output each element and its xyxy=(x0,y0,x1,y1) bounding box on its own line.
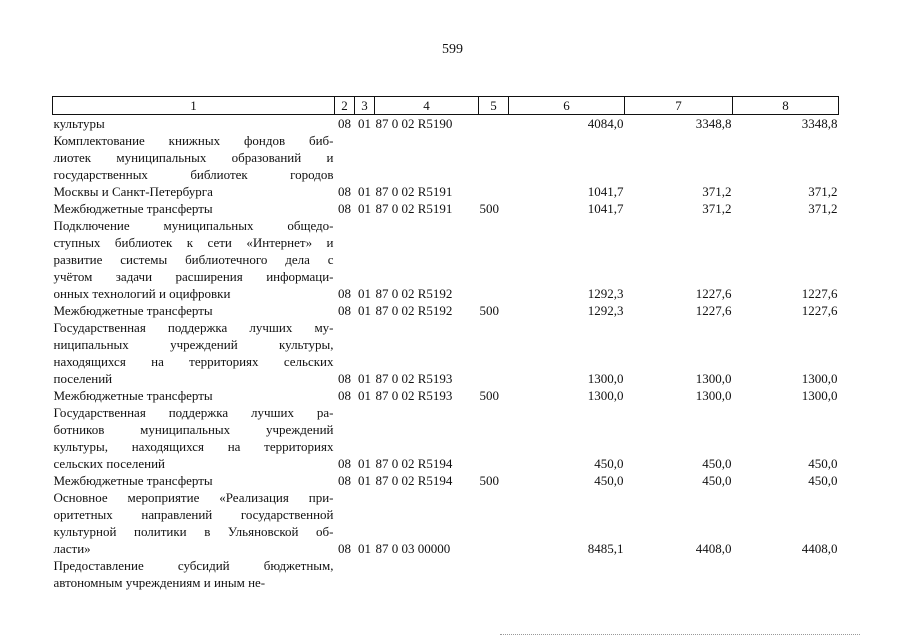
description-line: Межбюджетные трансферты xyxy=(53,303,213,318)
expense-type-code: 500 xyxy=(479,303,499,318)
row-description xyxy=(53,217,335,302)
table-row xyxy=(53,404,839,472)
description-line: ниципальных учреждений культуры, xyxy=(53,337,334,352)
description-line: ступных библиотек к сети «Интернет» и xyxy=(53,235,334,250)
amount-col-8: 1227,6 xyxy=(801,286,838,301)
amount-col-7: 1300,0 xyxy=(695,388,732,403)
amount-col-6: 450,0 xyxy=(594,456,624,471)
amount-col-6: 1292,3 xyxy=(587,286,624,301)
expense-type-code: 500 xyxy=(479,201,499,216)
header-col-2: 2 xyxy=(335,97,355,115)
amount-col-6: 1041,7 xyxy=(587,201,624,216)
header-col-3: 3 xyxy=(355,97,375,115)
amount-col-8: 4408,0 xyxy=(801,541,838,556)
section-code xyxy=(335,557,355,591)
amount-col-8: 371,2 xyxy=(808,184,838,199)
description-line: Межбюджетные трансферты xyxy=(53,388,213,403)
expense-type-code xyxy=(479,404,509,472)
description-line: Государственная поддержка лучших му- xyxy=(53,320,334,335)
target-article-code: 87 0 02 R5191 xyxy=(375,201,453,216)
table-row xyxy=(53,319,839,387)
expense-type-code xyxy=(479,132,509,200)
amount-col-7: 4408,0 xyxy=(695,541,732,556)
section-code: 08 xyxy=(338,201,351,216)
expense-type-code xyxy=(479,319,509,387)
scan-edge-dots xyxy=(500,634,860,636)
expense-type-code xyxy=(479,217,509,302)
page-number: 599 xyxy=(442,42,463,57)
description-line: оритетных направлений государственной xyxy=(53,507,334,522)
description-line: культуры, находящихся на территориях xyxy=(53,439,334,454)
expense-type-code xyxy=(479,557,509,591)
subsection-code: 01 xyxy=(358,371,371,386)
header-col-5: 5 xyxy=(479,97,509,115)
expense-type-code: 500 xyxy=(479,473,499,488)
amount-col-7: 450,0 xyxy=(702,456,732,471)
amount-col-7 xyxy=(625,557,733,591)
row-description xyxy=(53,319,335,387)
table-row xyxy=(53,387,839,404)
description-line: Москвы и Санкт-Петербурга xyxy=(53,184,213,199)
description-line: Межбюджетные трансферты xyxy=(53,201,213,216)
expense-type-code xyxy=(479,489,509,557)
row-description xyxy=(53,200,335,217)
subsection-code: 01 xyxy=(358,473,371,488)
amount-col-6: 1041,7 xyxy=(587,184,624,199)
header-col-8: 8 xyxy=(733,97,839,115)
amount-col-6: 450,0 xyxy=(594,473,624,488)
amount-col-7: 450,0 xyxy=(702,473,732,488)
subsection-code xyxy=(355,557,375,591)
amount-col-8: 1300,0 xyxy=(801,371,838,386)
section-code: 08 xyxy=(338,473,351,488)
target-article-code: 87 0 02 R5194 xyxy=(375,456,453,471)
table-row xyxy=(53,489,839,557)
amount-col-7: 371,2 xyxy=(702,184,732,199)
row-description xyxy=(53,472,335,489)
description-line: ботников муниципальных учреждений xyxy=(53,422,334,437)
amount-col-8: 371,2 xyxy=(808,201,838,216)
table-row xyxy=(53,115,839,133)
amount-col-6: 4084,0 xyxy=(587,116,624,131)
description-line: Предоставление субсидий бюджетным, xyxy=(53,558,334,573)
amount-col-8 xyxy=(733,557,839,591)
row-description xyxy=(53,387,335,404)
section-code: 08 xyxy=(338,388,351,403)
amount-col-7: 1300,0 xyxy=(695,371,732,386)
section-code: 08 xyxy=(338,116,351,131)
description-line: поселений xyxy=(53,371,113,386)
description-line: Подключение муниципальных общедо- xyxy=(53,218,334,233)
header-col-4: 4 xyxy=(375,97,479,115)
target-article-code: 87 0 02 R5194 xyxy=(375,473,453,488)
table-row xyxy=(53,302,839,319)
row-description xyxy=(53,115,335,133)
amount-col-7: 3348,8 xyxy=(695,116,732,131)
section-code: 08 xyxy=(338,286,351,301)
description-line: культуры xyxy=(53,116,105,131)
subsection-code: 01 xyxy=(358,541,371,556)
table-row xyxy=(53,557,839,591)
subsection-code: 01 xyxy=(358,201,371,216)
amount-col-6: 1300,0 xyxy=(587,388,624,403)
description-line: онных технологий и оцифровки xyxy=(53,286,231,301)
section-code: 08 xyxy=(338,303,351,318)
description-line: Межбюджетные трансферты xyxy=(53,473,213,488)
description-line: культурной политики в Ульяновской об- xyxy=(53,524,334,539)
section-code: 08 xyxy=(338,371,351,386)
section-code: 08 xyxy=(338,184,351,199)
description-line: Основное мероприятие «Реализация при- xyxy=(53,490,334,505)
target-article-code: 87 0 02 R5190 xyxy=(375,116,453,131)
target-article-code: 87 0 02 R5191 xyxy=(375,184,453,199)
amount-col-8: 3348,8 xyxy=(801,116,838,131)
target-article-code xyxy=(375,557,479,591)
amount-col-6: 1292,3 xyxy=(587,303,624,318)
header-col-6: 6 xyxy=(509,97,625,115)
amount-col-8: 1300,0 xyxy=(801,388,838,403)
header-col-7: 7 xyxy=(625,97,733,115)
table-row xyxy=(53,217,839,302)
description-line: сельских поселений xyxy=(53,456,166,471)
subsection-code: 01 xyxy=(358,116,371,131)
description-line: лиотек муниципальных образований и xyxy=(53,150,334,165)
description-line: Комплектование книжных фондов биб- xyxy=(53,133,334,148)
amount-col-6 xyxy=(509,557,625,591)
amount-col-8: 450,0 xyxy=(808,473,838,488)
table-header xyxy=(53,97,839,115)
amount-col-6: 8485,1 xyxy=(587,541,624,556)
description-line: ласти» xyxy=(53,541,91,556)
description-line: Государственная поддержка лучших ра- xyxy=(53,405,334,420)
section-code: 08 xyxy=(338,456,351,471)
target-article-code: 87 0 02 R5192 xyxy=(375,303,453,318)
subsection-code: 01 xyxy=(358,184,371,199)
expense-type-code xyxy=(479,115,509,133)
subsection-code: 01 xyxy=(358,303,371,318)
table-row xyxy=(53,200,839,217)
table-row xyxy=(53,132,839,200)
table-body xyxy=(53,115,839,592)
description-line: развитие системы библиотечного дела с xyxy=(53,252,334,267)
target-article-code: 87 0 03 00000 xyxy=(375,541,451,556)
row-description xyxy=(53,132,335,200)
amount-col-7: 371,2 xyxy=(702,201,732,216)
header-col-1: 1 xyxy=(53,97,335,115)
row-description xyxy=(53,557,335,591)
table-row xyxy=(53,472,839,489)
description-line: государственных библиотек городов xyxy=(53,167,334,182)
row-description xyxy=(53,302,335,319)
target-article-code: 87 0 02 R5193 xyxy=(375,371,453,386)
subsection-code: 01 xyxy=(358,388,371,403)
row-description xyxy=(53,489,335,557)
amount-col-7: 1227,6 xyxy=(695,286,732,301)
amount-col-8: 1227,6 xyxy=(801,303,838,318)
description-line: находящихся на территориях сельских xyxy=(53,354,334,369)
description-line: автономным учреждениям и иным не- xyxy=(53,575,266,590)
subsection-code: 01 xyxy=(358,286,371,301)
target-article-code: 87 0 02 R5192 xyxy=(375,286,453,301)
expense-type-code: 500 xyxy=(479,388,499,403)
amount-col-8: 450,0 xyxy=(808,456,838,471)
amount-col-6: 1300,0 xyxy=(587,371,624,386)
budget-table xyxy=(52,96,839,591)
description-line: учётом задачи расширения информаци- xyxy=(53,269,334,284)
row-description xyxy=(53,404,335,472)
section-code: 08 xyxy=(338,541,351,556)
amount-col-7: 1227,6 xyxy=(695,303,732,318)
subsection-code: 01 xyxy=(358,456,371,471)
target-article-code: 87 0 02 R5193 xyxy=(375,388,453,403)
